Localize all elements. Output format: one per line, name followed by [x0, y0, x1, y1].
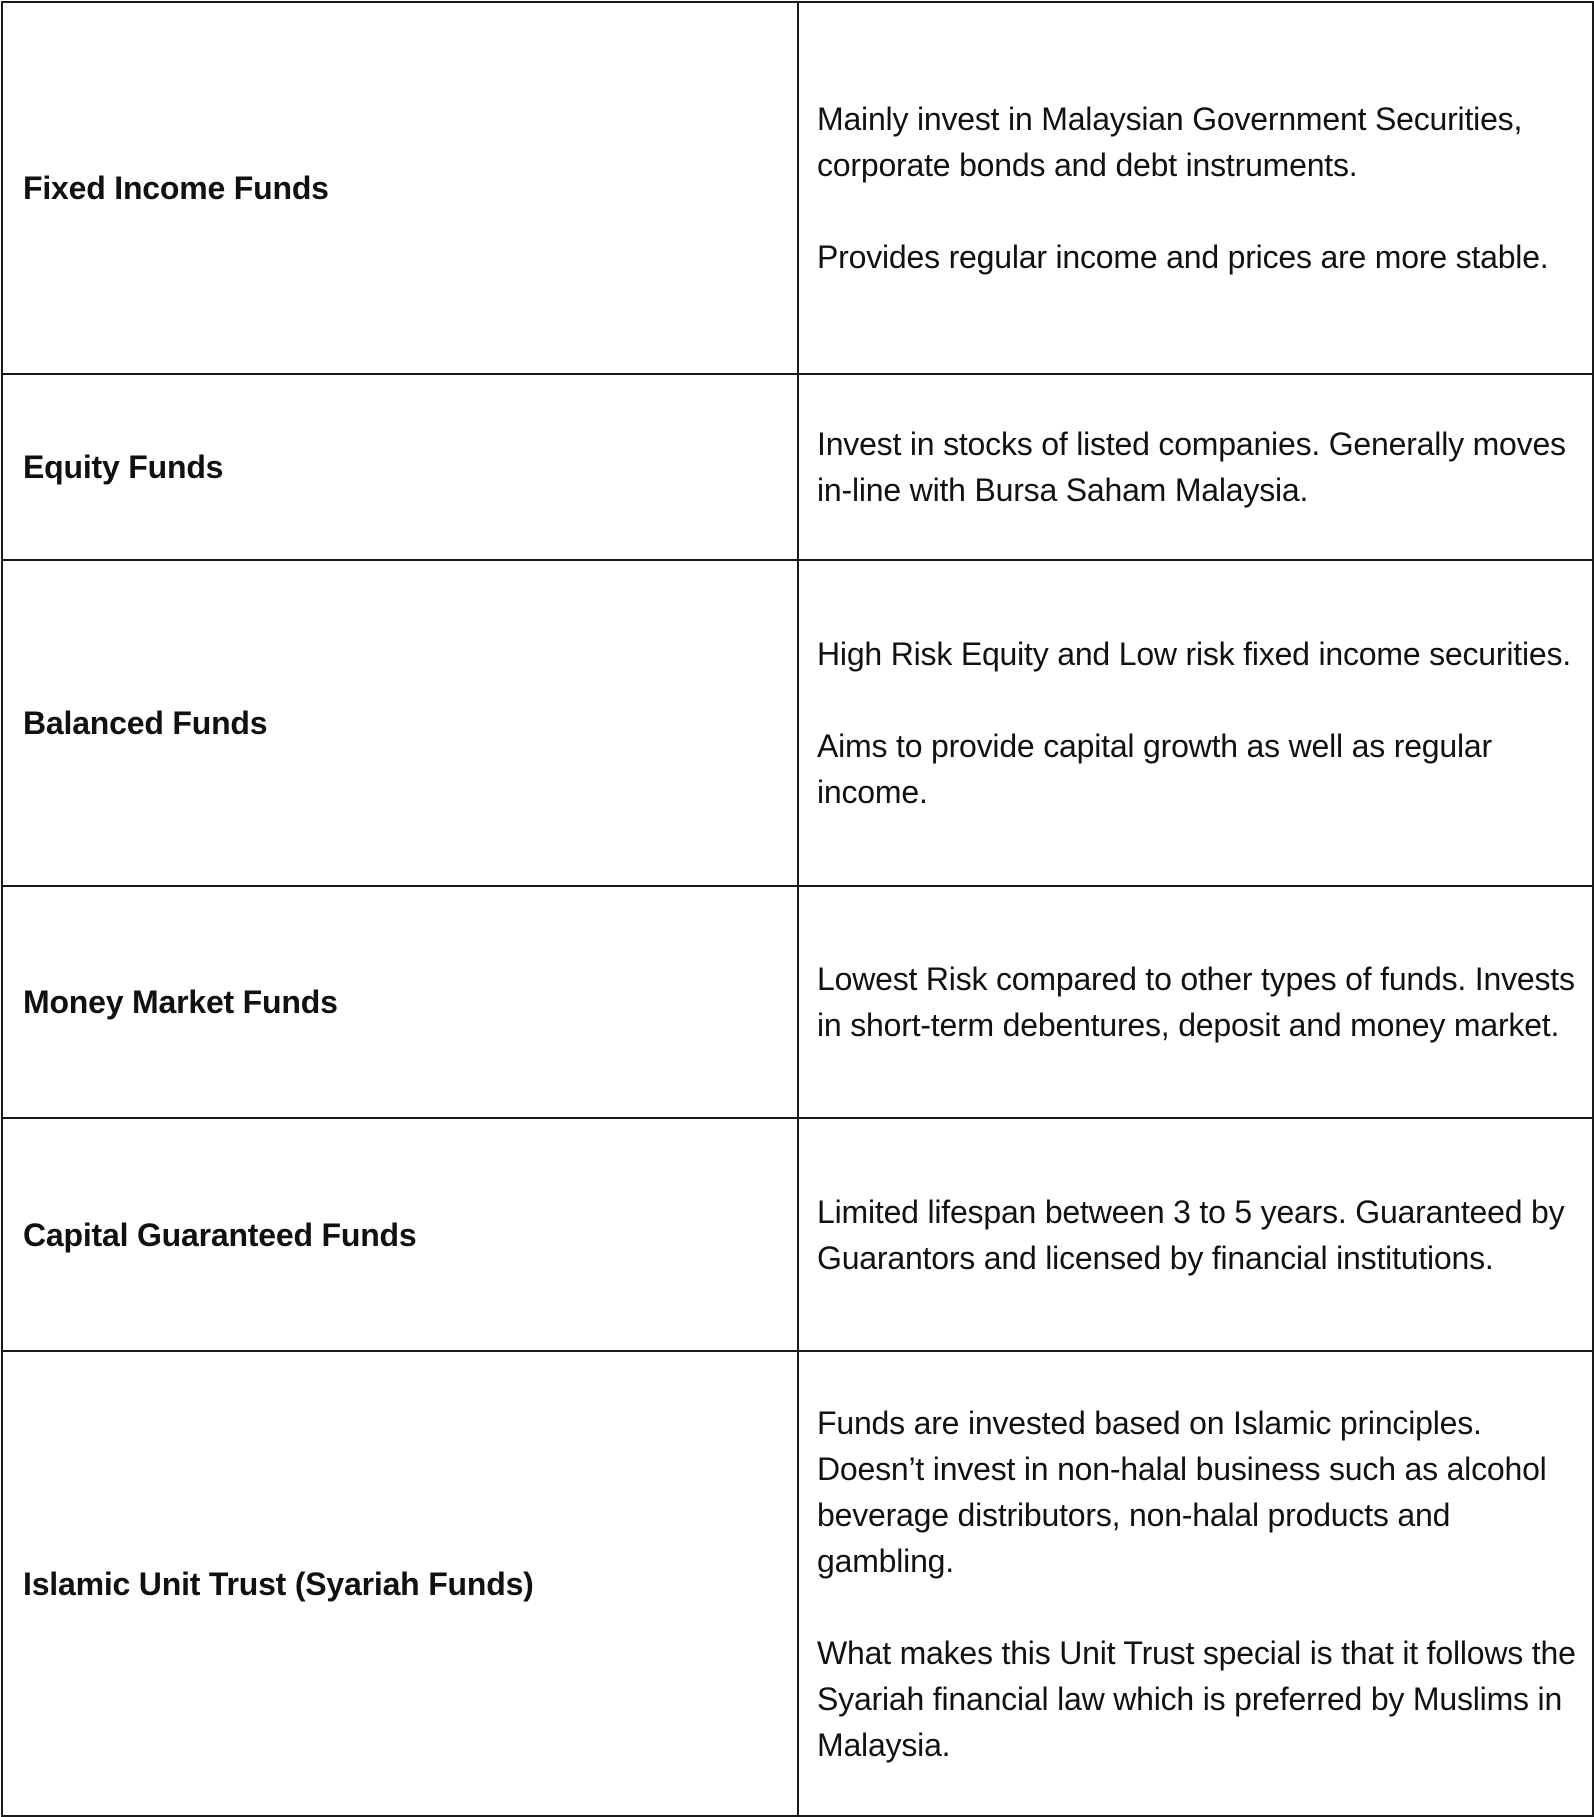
- fund-name: Capital Guaranteed Funds: [2, 1118, 798, 1351]
- fund-name: Fixed Income Funds: [2, 2, 798, 374]
- description-paragraph: Provides regular income and prices are more stable.: [817, 239, 1549, 275]
- fund-description: [798, 1351, 1593, 1816]
- fund-description: [798, 886, 1593, 1118]
- fund-name: Equity Funds: [2, 374, 798, 560]
- description-paragraph: Mainly invest in Malaysian Government Securities, corporate bonds and debt instruments.: [817, 101, 1523, 183]
- fund-name: Balanced Funds: [2, 560, 798, 886]
- table-row: [2, 886, 1593, 1118]
- table-row: [2, 374, 1593, 560]
- fund-description: [798, 1118, 1593, 1351]
- fund-description: [798, 560, 1593, 886]
- description-paragraph: Invest in stocks of listed companies. Generally moves in-line with Bursa Saham Malaysia.: [817, 426, 1566, 508]
- description-paragraph: Limited lifespan between 3 to 5 years. Guaranteed by Guarantors and licensed by financial institutions.: [817, 1193, 1565, 1276]
- table-row: [2, 1351, 1593, 1816]
- table-row: [2, 560, 1593, 886]
- fund-types-table: [1, 1, 1594, 1817]
- description-paragraph: What makes this Unit Trust special is that it follows the Syariah financial law which is preferred by Muslims in Malaysia.: [817, 1634, 1576, 1763]
- fund-name: Money Market Funds: [2, 886, 798, 1118]
- description-paragraph: Funds are invested based on Islamic principles. Doesn’t invest in non-halal business such as alcohol beverage distributors, non-halal products and gambling.: [817, 1404, 1547, 1579]
- fund-name: Islamic Unit Trust (Syariah Funds): [2, 1351, 798, 1816]
- description-paragraph: Lowest Risk compared to other types of funds. Invests in short-term debentures, deposit and money market.: [817, 961, 1575, 1043]
- table-row: [2, 2, 1593, 374]
- table-row: [2, 1118, 1593, 1351]
- description-paragraph: High Risk Equity and Low risk fixed income securities.: [817, 636, 1571, 672]
- fund-description: [798, 374, 1593, 560]
- fund-description: [798, 2, 1593, 374]
- description-paragraph: Aims to provide capital growth as well as regular income.: [817, 728, 1492, 810]
